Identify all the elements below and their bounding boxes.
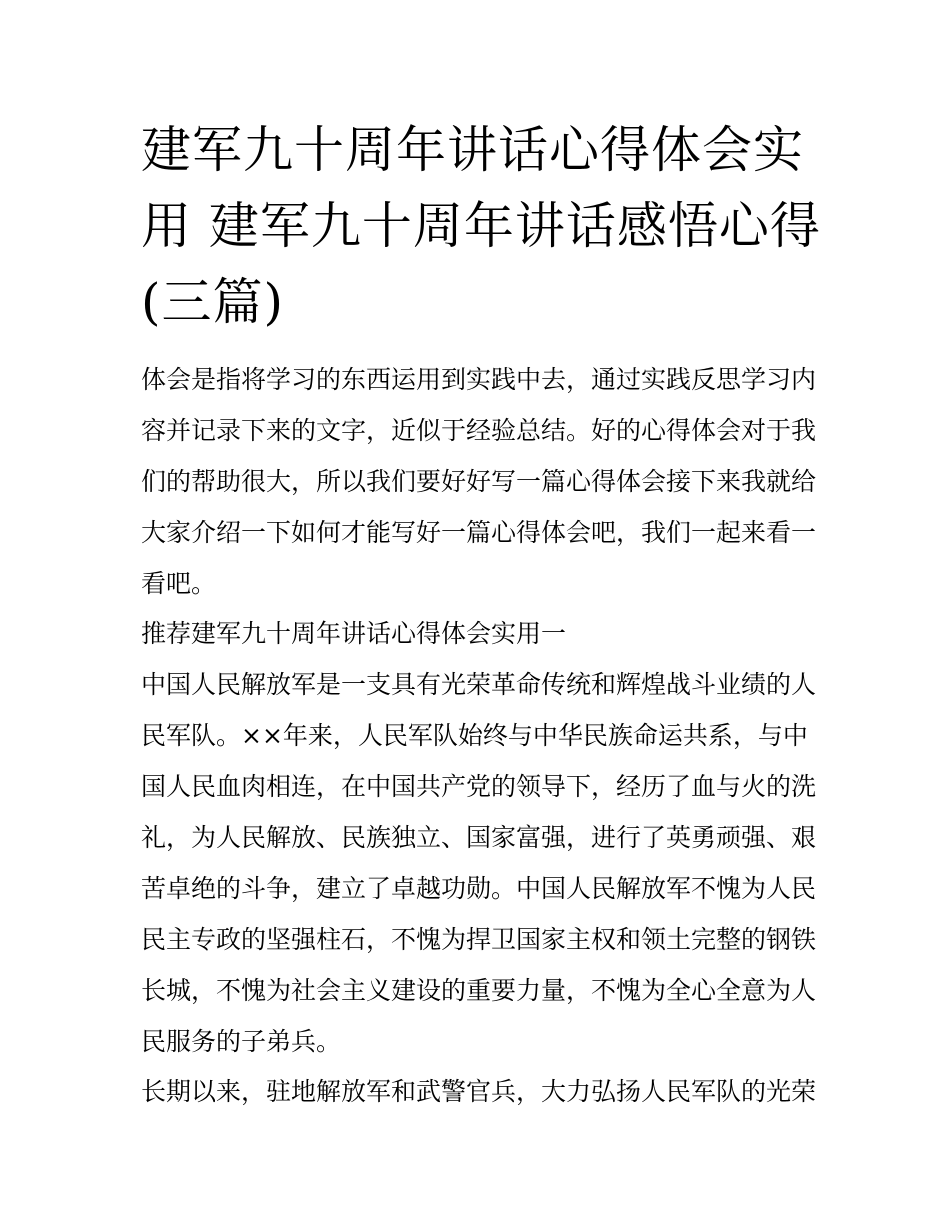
body-line: 礼，为人民解放、民族独立、国家富强，进行了英勇顽强、艰 xyxy=(141,823,817,853)
body-line: 容并记录下来的文字，近似于经验总结。好的心得体会对于我 xyxy=(141,415,817,445)
body-line: 体会是指将学习的东西运用到实践中去，通过实践反思学习内 xyxy=(141,365,817,394)
title-line: 用 建军九十周年讲话感悟心得 xyxy=(141,197,821,255)
body-line: 苦卓绝的斗争，建立了卓越功勋。中国人民解放军不愧为人民 xyxy=(141,873,817,903)
title-line: (三篇) xyxy=(141,273,285,331)
body-line: 长期以来，驻地解放军和武警官兵，大力弘扬人民军队的光荣 xyxy=(141,1077,817,1107)
body-line: 们的帮助很大，所以我们要好好写一篇心得体会接下来我就给 xyxy=(141,466,817,496)
section-heading: 推荐建军九十周年讲话心得体会实用一 xyxy=(141,619,567,649)
body-line: 民军队。××年来，人民军队始终与中华民族命运共系，与中 xyxy=(141,721,808,751)
document-title xyxy=(141,112,821,340)
body-line: 大家介绍一下如何才能写好一篇心得体会吧，我们一起来看一 xyxy=(141,517,817,547)
body-line: 国人民血肉相连，在中国共产党的领导下，经历了血与火的洗 xyxy=(141,772,817,802)
body-line: 看吧。 xyxy=(141,568,217,598)
title-line: 建军九十周年讲话心得体会实 xyxy=(141,121,804,179)
document-body xyxy=(141,355,821,1118)
body-line: 民服务的子弟兵。 xyxy=(141,1026,342,1056)
body-line: 民主专政的坚强柱石，不愧为捍卫国家主权和领土完整的钢铁 xyxy=(141,924,817,954)
body-line: 中国人民解放军是一支具有光荣革命传统和辉煌战斗业绩的人 xyxy=(141,670,817,700)
body-line: 长城，不愧为社会主义建设的重要力量，不愧为全心全意为人 xyxy=(141,975,817,1005)
